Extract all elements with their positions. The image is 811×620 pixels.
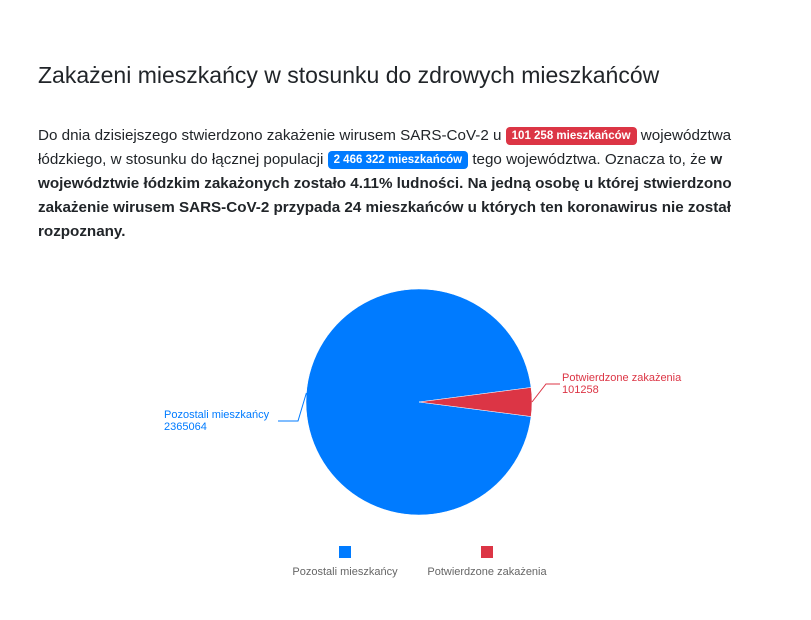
pie-label-value-potwierdzone-zakazenia: 101258 bbox=[562, 384, 599, 396]
legend-label-pozostali-mieszkancy[interactable]: Pozostali mieszkańcy bbox=[292, 566, 398, 578]
legend-label-potwierdzone-zakazenia[interactable]: Potwierdzone zakażenia bbox=[427, 566, 547, 578]
summary-text-2: województwa łódzkiego, w stosunku do łącznej populacji bbox=[38, 127, 732, 168]
pie-chart-svg bbox=[0, 270, 811, 610]
pie-label-name-potwierdzone-zakazenia: Potwierdzone zakażenia bbox=[562, 372, 682, 384]
population-count-badge: 2 466 322 mieszkańców bbox=[328, 151, 469, 169]
pie-chart bbox=[0, 270, 811, 610]
pie-leader-line-potwierdzone-zakazenia bbox=[532, 384, 560, 402]
legend-swatch-potwierdzone-zakazenia[interactable] bbox=[481, 546, 493, 558]
pie-leader-line-pozostali-mieszkancy bbox=[278, 393, 306, 421]
infected-count-badge: 101 258 mieszkańców bbox=[506, 127, 637, 145]
summary-paragraph bbox=[38, 124, 768, 244]
summary-text-3: tego województwa. Oznacza to, że bbox=[468, 151, 711, 168]
summary-bold-text: w województwie łódzkim zakażonych zostało 4.11% ludności. Na jedną osobę u której stwierdzono zakażenie wirusem SARS-CoV-2 przypada 24 mieszkańców u których ten koronawirus nie został rozpoznany. bbox=[38, 151, 732, 240]
page-title: Zakażeni mieszkańcy w stosunku do zdrowych mieszkańców bbox=[38, 62, 660, 88]
pie-label-name-pozostali-mieszkancy: Pozostali mieszkańcy bbox=[164, 409, 270, 421]
legend-swatch-pozostali-mieszkancy[interactable] bbox=[339, 546, 351, 558]
summary-text-1: Do dnia dzisiejszego stwierdzono zakażenie wirusem SARS-CoV-2 u bbox=[38, 127, 506, 144]
pie-label-value-pozostali-mieszkancy: 2365064 bbox=[164, 421, 207, 433]
